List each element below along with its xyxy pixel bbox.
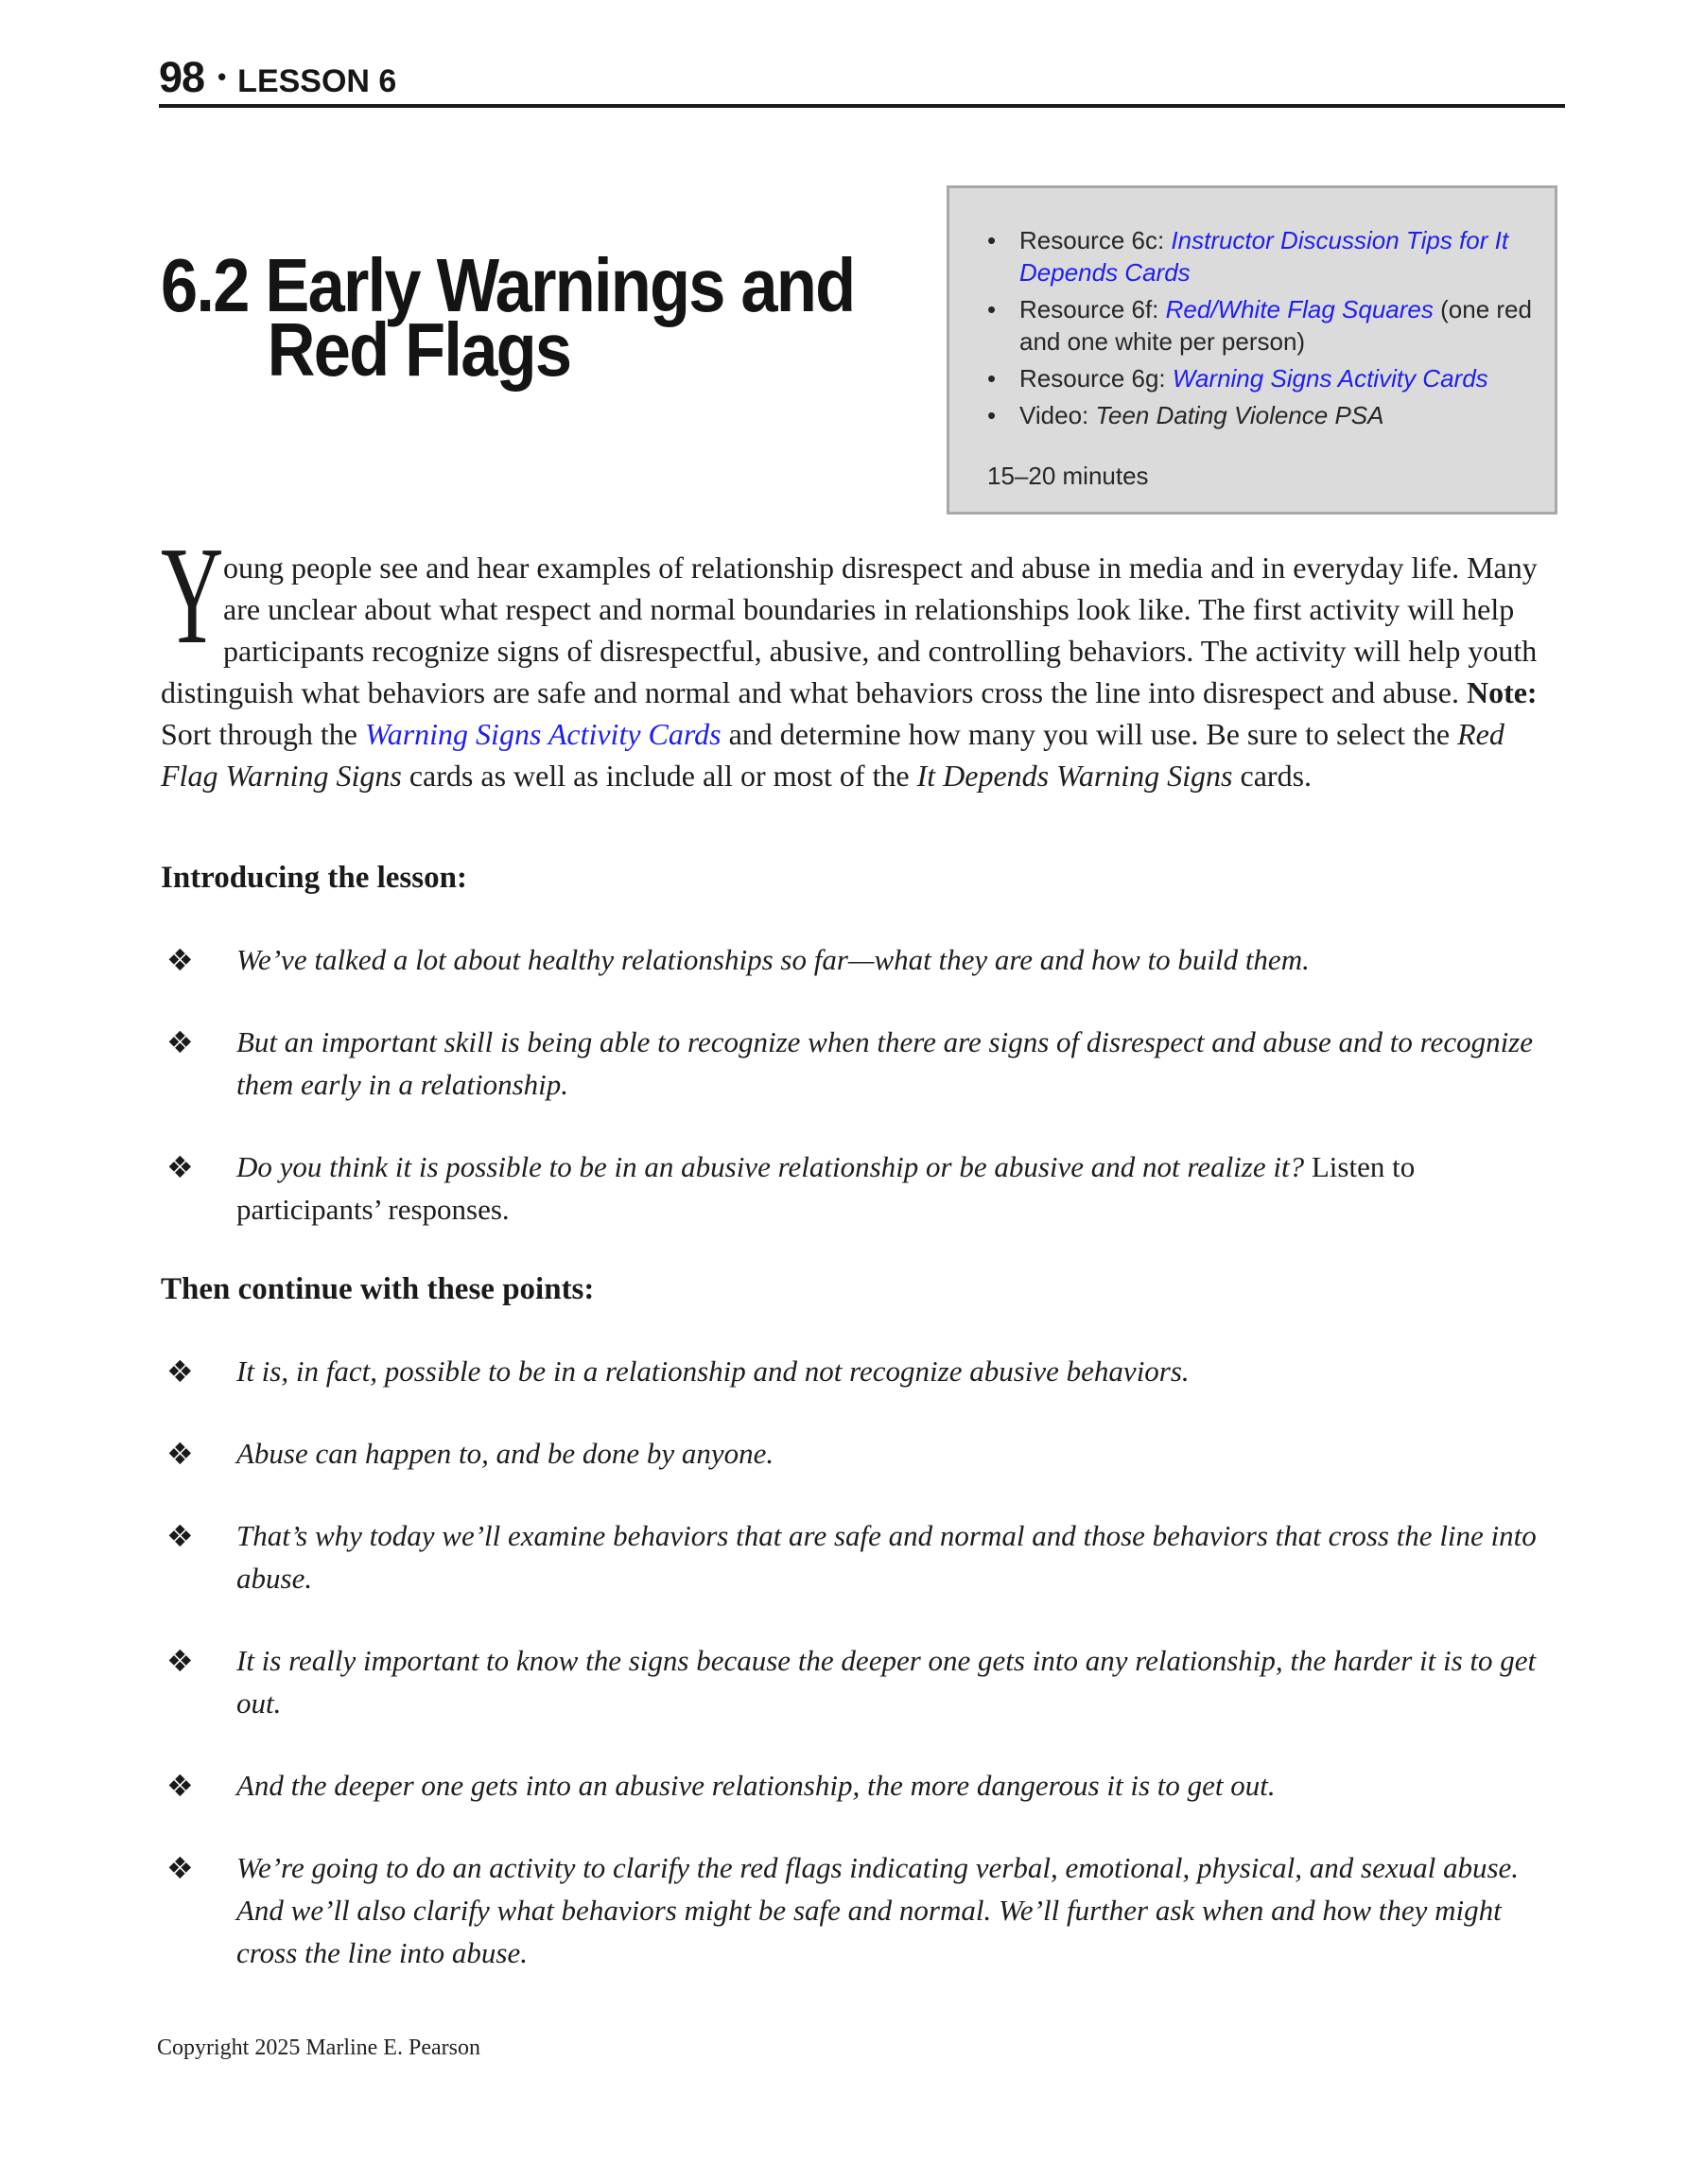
card-set-name: It Depends Warning Signs	[916, 759, 1233, 793]
script-line: It is really important to know the signs because the deeper one gets into any relationship, the harder it is to get out.	[236, 1644, 1537, 1720]
lesson-label: LESSON 6	[237, 63, 397, 99]
intro-text: cards as well as include all or most of the	[401, 759, 917, 793]
list-item	[161, 1514, 1558, 1599]
script-line: Do you think it is possible to be in an abusive relationship or be abusive and not realize it?	[236, 1150, 1305, 1183]
resource-title: Teen Dating Violence PSA	[1095, 401, 1384, 429]
duration-label: 15–20 minutes	[987, 462, 1149, 490]
list-item	[161, 938, 1558, 981]
resource-item	[987, 293, 1532, 358]
intro-text: oung people see and hear examples of relationship disrespect and abuse in media and in everyday life. Many are unclear about what respect and normal boundaries in relationships look like. The first activity will help participants recognize signs of disrespectful, abusive, and controlling behaviors. The activity will help youth distinguish what behaviors are safe and normal and what behaviors cross the line into disrespect and abuse.	[161, 550, 1538, 709]
resource-prefix: Resource 6f:	[1019, 295, 1166, 323]
bullet-icon: •	[987, 226, 997, 254]
intro-text: Sort through the	[161, 717, 365, 751]
resource-item	[987, 399, 1532, 431]
diamond-bullet-icon: ❖	[166, 1643, 194, 1679]
instruction-text: Listen to participants’ responses.	[236, 1150, 1416, 1226]
resource-link[interactable]: Instructor Discussion Tips for It Depends Cards	[1019, 226, 1509, 287]
resource-text	[1019, 362, 1532, 394]
script-line: And the deeper one gets into an abusive relationship, the more dangerous it is to get out.	[236, 1769, 1276, 1802]
script-line: We’ve talked a lot about healthy relationships so far—what they are and how to build them.	[236, 943, 1310, 976]
bullet-separator-icon: •	[217, 62, 227, 91]
header-rule	[159, 104, 1565, 108]
script-line: That’s why today we’ll examine behaviors that are safe and normal and those behaviors that cross the line into abuse.	[236, 1519, 1537, 1595]
resource-link[interactable]: Warning Signs Activity Cards	[1172, 364, 1488, 393]
diamond-bullet-icon: ❖	[166, 1518, 194, 1554]
diamond-bullet-icon: ❖	[166, 1850, 194, 1886]
bullet-icon: •	[987, 401, 997, 429]
diamond-bullet-icon: ❖	[166, 1436, 194, 1472]
diamond-bullet-icon: ❖	[166, 942, 194, 978]
bullet-icon: •	[987, 364, 997, 393]
diamond-bullet-icon: ❖	[166, 1354, 194, 1389]
list-item	[161, 1846, 1558, 1974]
diamond-bullet-icon: ❖	[166, 1149, 194, 1185]
page-number: 98	[159, 53, 205, 101]
bullet-icon: •	[987, 295, 997, 323]
drop-cap: Y	[161, 518, 221, 673]
intro-text: cards.	[1232, 759, 1313, 793]
resource-text	[1019, 293, 1532, 358]
resource-link[interactable]: Red/White Flag Squares	[1165, 295, 1434, 323]
main-content	[161, 518, 1558, 2014]
section-title-line1: 6.2 Early Warnings and	[161, 242, 855, 327]
resource-text	[1019, 224, 1532, 288]
warning-signs-cards-link[interactable]: Warning Signs Activity Cards	[364, 717, 722, 751]
resource-suffix: (one red and one white per person)	[1019, 295, 1532, 356]
resource-prefix: Video:	[1019, 401, 1096, 429]
section-title-line2: Red Flags	[267, 306, 571, 392]
resource-prefix: Resource 6c:	[1019, 226, 1172, 254]
list-item	[161, 1145, 1558, 1231]
list-item	[161, 1432, 1558, 1475]
diamond-bullet-icon: ❖	[166, 1768, 194, 1804]
resource-item	[987, 224, 1532, 288]
copyright-footer: Copyright 2025 Marline E. Pearson	[157, 2035, 480, 2060]
note-label: Note:	[1466, 675, 1538, 709]
script-line: Abuse can happen to, and be done by anyone.	[236, 1437, 774, 1470]
script-line: It is, in fact, possible to be in a relationship and not recognize abusive behaviors.	[236, 1354, 1190, 1388]
list-item	[161, 1639, 1558, 1724]
resource-prefix: Resource 6g:	[1019, 364, 1173, 393]
script-line: But an important skill is being able to recognize when there are signs of disrespect and abuse and to recognize them early in a relationship.	[236, 1025, 1534, 1101]
resource-text	[1019, 399, 1532, 431]
continue-points-list	[161, 1350, 1558, 1974]
heading-introducing-lesson: Introducing the lesson:	[161, 861, 467, 895]
diamond-bullet-icon: ❖	[166, 1024, 194, 1060]
section-title	[161, 242, 855, 392]
list-item	[161, 1350, 1558, 1392]
resources-box	[947, 185, 1557, 515]
heading-continue-points: Then continue with these points:	[161, 1272, 595, 1306]
resource-item	[987, 362, 1532, 394]
script-line: We’re going to do an activity to clarify the red flags indicating verbal, emotional, physical, and sexual abuse. And we’ll also clarify what behaviors might be safe and normal. We’ll further ask when and how they might cross the line into abuse.	[236, 1851, 1520, 1969]
page-header	[159, 53, 396, 102]
card-set-name: Red Flag Warning Signs	[161, 717, 1504, 793]
lesson-intro-list	[161, 938, 1558, 1231]
intro-text: and determine how many you will use. Be sure to select the	[721, 717, 1458, 751]
list-item	[161, 1764, 1558, 1807]
intro-paragraph	[161, 518, 1558, 796]
list-item	[161, 1021, 1558, 1106]
